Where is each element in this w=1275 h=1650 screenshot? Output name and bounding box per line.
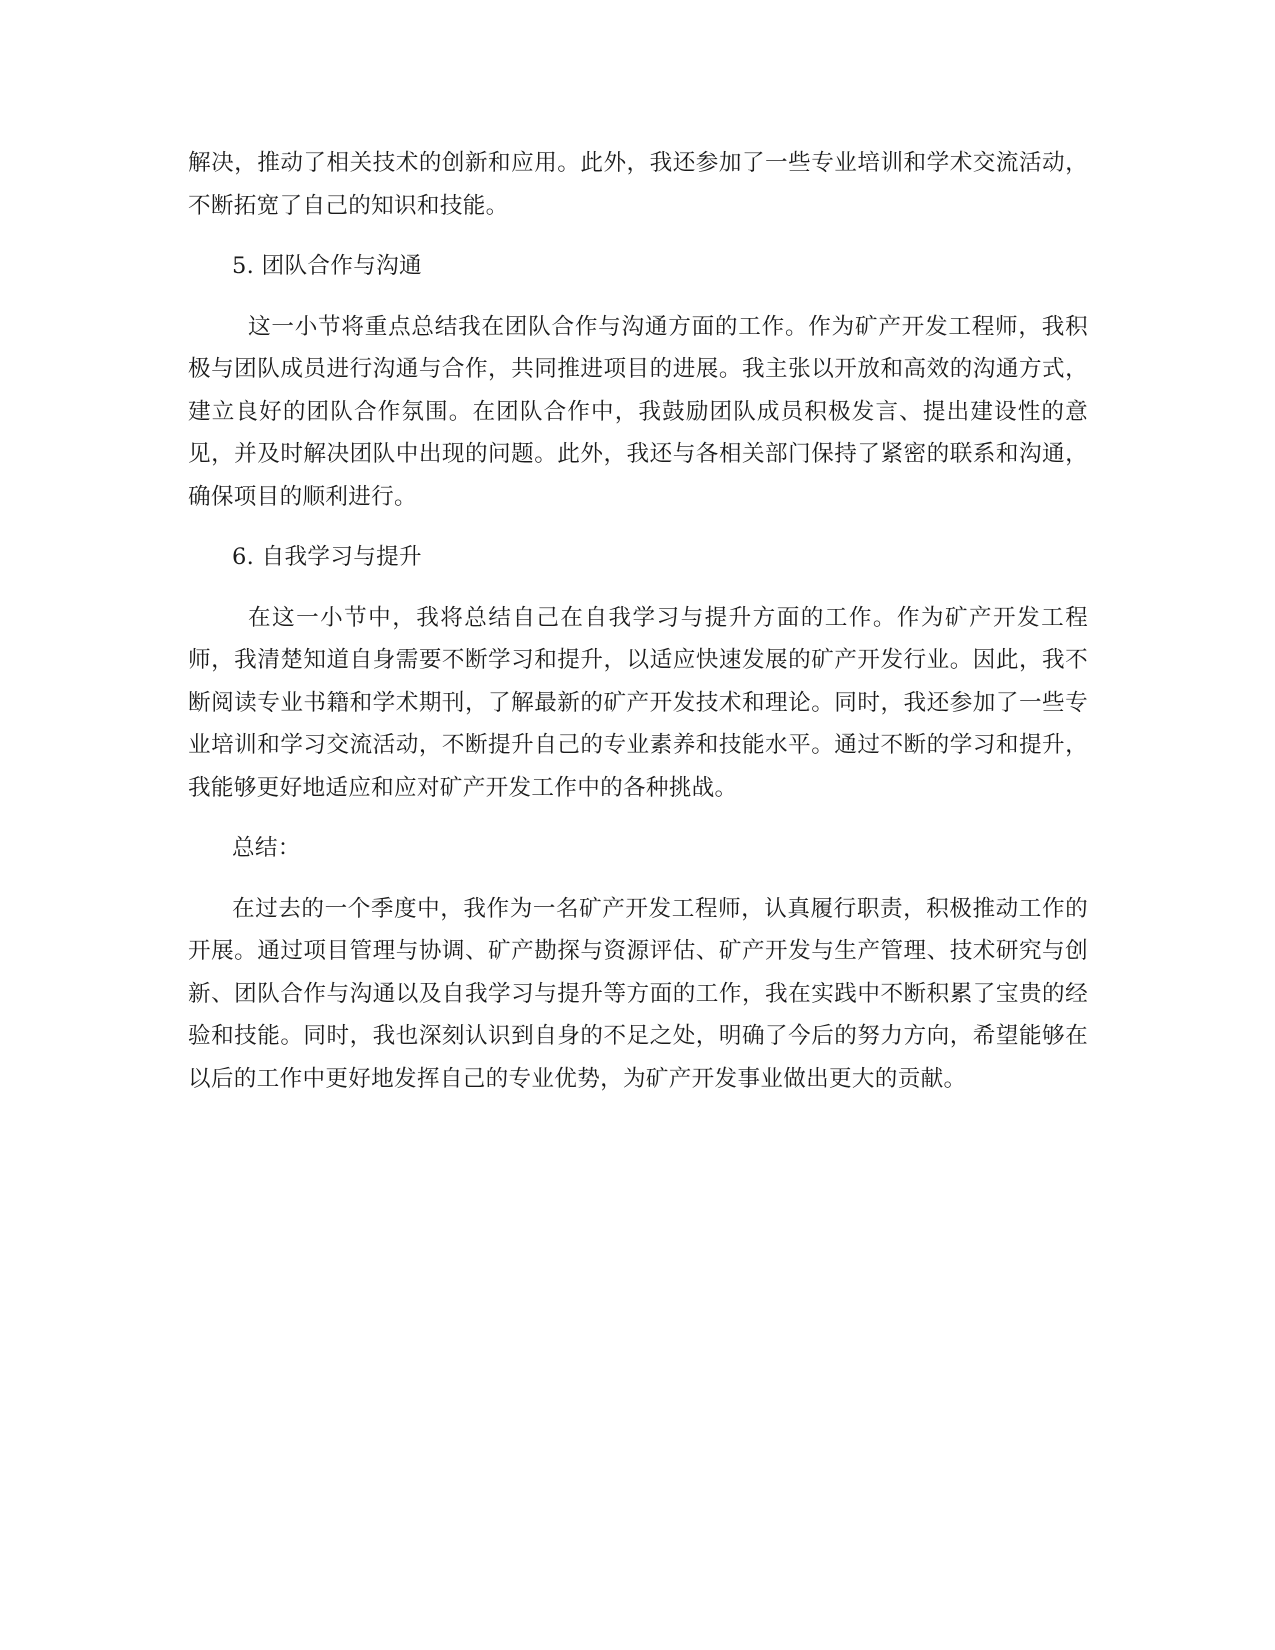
document-body [188,142,1088,1100]
section-5-heading: 5. 团队合作与沟通 [232,253,422,279]
section-6-paragraph: 在这一小节中，我将总结自己在自我学习与提升方面的工作。作为矿产开发工程师，我清楚知道自身需要不断学习和提升，以适应快速发展的矿产开发行业。因此，我不断阅读专业书籍和学术期刊，了解最新的矿产开发技术和理论。同时，我还参加了一些专业培训和学习交流活动，不断提升自己的专业素养和技能水平。通过不断的学习和提升，我能够更好地适应和应对矿产开发工作中的各种挑战。 [188,604,1088,801]
section-6-heading: 6. 自我学习与提升 [232,544,422,570]
summary-paragraph: 在过去的一个季度中，我作为一名矿产开发工程师，认真履行职责，积极推动工作的开展。通过项目管理与协调、矿产勘探与资源评估、矿产开发与生产管理、技术研究与创新、团队合作与沟通以及自我学习与提升等方面的工作，我在实践中不断积累了宝贵的经验和技能。同时，我也深刻认识到自身的不足之处，明确了今后的努力方向，希望能够在以后的工作中更好地发挥自己的专业优势，为矿产开发事业做出更大的贡献。 [188,895,1088,1092]
continued-paragraph: 解决，推动了相关技术的创新和应用。此外，我还参加了一些专业培训和学术交流活动，不断拓宽了自己的知识和技能。 [188,150,1088,219]
section-5-paragraph: 这一小节将重点总结我在团队合作与沟通方面的工作。作为矿产开发工程师，我积极与团队成员进行沟通与合作，共同推进项目的进展。我主张以开放和高效的沟通方式，建立良好的团队合作氛围。在团队合作中，我鼓励团队成员积极发言、提出建设性的意见，并及时解决团队中出现的问题。此外，我还与各相关部门保持了紧密的联系和沟通，确保项目的顺利进行。 [188,313,1088,510]
summary-heading: 总结： [232,835,301,861]
